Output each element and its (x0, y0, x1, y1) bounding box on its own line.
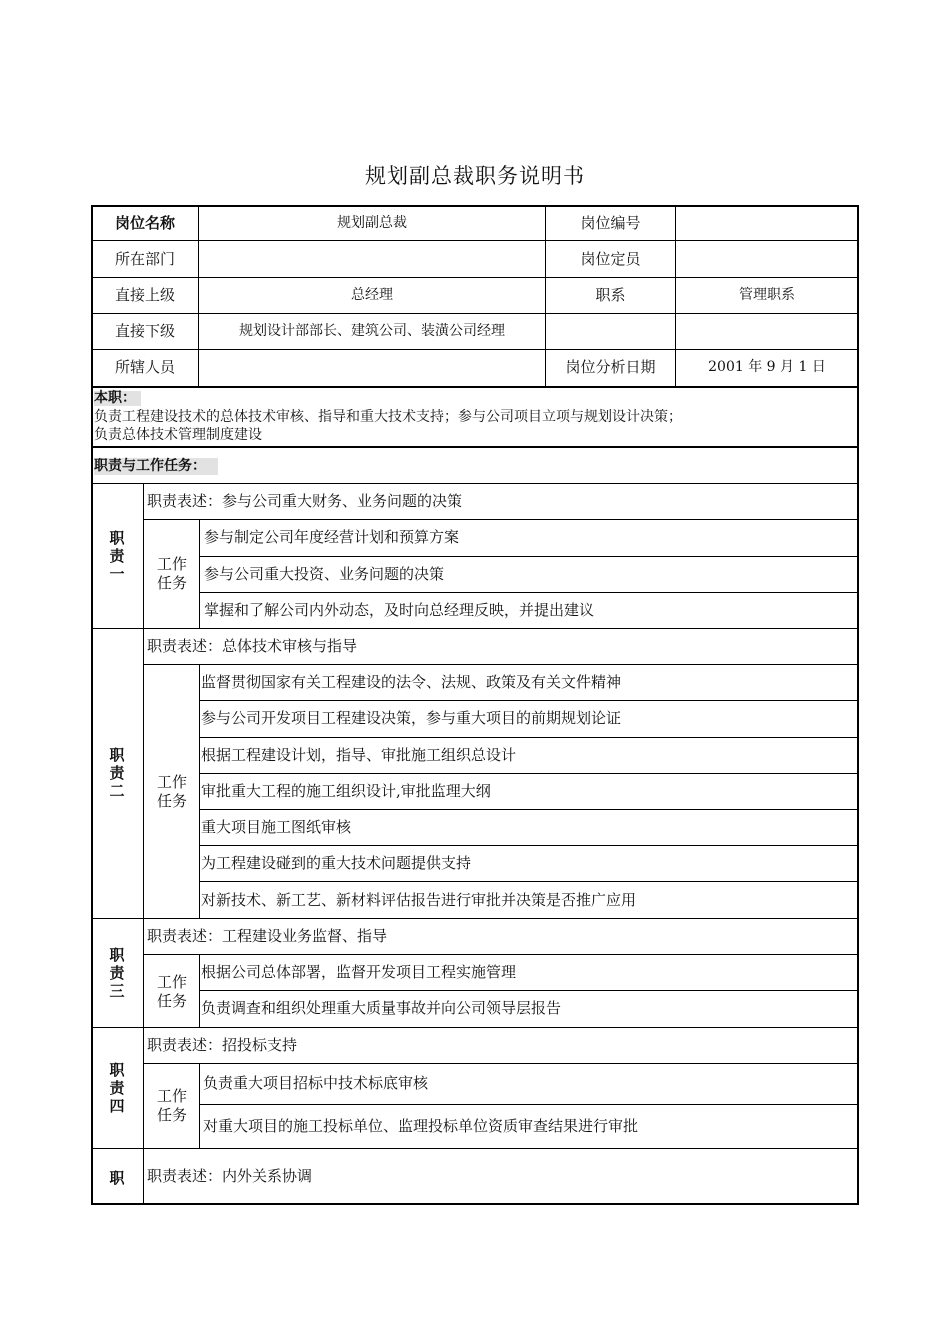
duty-4-description: 职责表述：招投标支持 (147, 1036, 298, 1054)
position-code-label: 岗位编号 (580, 214, 641, 232)
row-divider (199, 737, 859, 738)
duty-2-label: 职责二 (109, 746, 125, 800)
duty-1-task: 参与制定公司年度经营计划和预算方案 (204, 528, 460, 546)
duty-1-task: 参与公司重大投资、业务问题的决策 (204, 565, 445, 583)
col-divider (199, 1063, 200, 1148)
duty-1-label: 职责一 (109, 529, 125, 583)
analysis-date-value: 2001 年 9 月 1 日 (708, 359, 826, 375)
duty-4-task: 负责重大项目招标中技术标底审核 (203, 1074, 429, 1092)
job-family-value: 管理职系 (739, 287, 795, 303)
duty-1-description: 职责表述：参与公司重大财务、业务问题的决策 (147, 492, 463, 510)
position-name-value: 规划副总裁 (337, 215, 407, 231)
row-divider (199, 990, 859, 991)
superior-value: 总经理 (351, 287, 393, 303)
duty-3-task-label: 工作任务 (156, 973, 187, 1010)
superior-label: 直接上级 (114, 286, 175, 304)
duty-2-task-label: 工作任务 (156, 773, 187, 810)
analysis-date-label: 岗位分析日期 (565, 358, 656, 376)
duty-3-label: 职责三 (109, 946, 125, 1000)
subordinate-value: 规划设计部部长、建筑公司、装潢公司经理 (239, 323, 505, 339)
row-divider (91, 349, 859, 350)
duty-divider (91, 628, 859, 629)
row-divider (199, 1104, 859, 1105)
duty-5-label: 职 (109, 1169, 125, 1187)
subordinate-label: 直接下级 (114, 322, 175, 340)
row-divider (91, 277, 859, 278)
position-name-label: 岗位名称 (114, 214, 175, 232)
row-divider (143, 954, 859, 955)
duty-3-task: 负责调查和组织处理重大质量事故并向公司领导层报告 (201, 999, 562, 1017)
duty-5-description: 职责表述：内外关系协调 (147, 1167, 313, 1185)
row-divider (199, 773, 859, 774)
duty-4-task: 对重大项目的施工投标单位、监理投标单位资质审查结果进行审批 (203, 1117, 639, 1135)
row-divider (143, 519, 859, 520)
duty-4-task-label: 工作任务 (156, 1087, 187, 1124)
summary-line-2: 负责总体技术管理制度建设 (94, 427, 262, 443)
row-divider (91, 313, 859, 314)
duty-2-task: 审批重大工程的施工组织设计,审批监理大纲 (201, 782, 491, 800)
duty-3-task: 根据公司总体部署，监督开发项目工程实施管理 (201, 963, 517, 981)
row-divider (143, 664, 859, 665)
job-family-label: 职系 (595, 286, 626, 304)
row-divider (91, 483, 859, 484)
duty-2-task: 重大项目施工图纸审核 (201, 818, 352, 836)
row-divider (199, 881, 859, 882)
row-divider (199, 592, 859, 593)
duty-3-description: 职责表述：工程建设业务监督、指导 (147, 927, 388, 945)
row-divider (91, 240, 859, 241)
col-divider (199, 664, 200, 918)
duty-4-label: 职责四 (109, 1061, 125, 1115)
duties-heading: 职责与工作任务： (94, 458, 218, 475)
col-divider (143, 483, 144, 1205)
headcount-label: 岗位定员 (580, 250, 641, 268)
row-divider (199, 809, 859, 810)
duty-2-task: 为工程建设碰到的重大技术问题提供支持 (201, 854, 472, 872)
row-divider (199, 700, 859, 701)
department-label: 所在部门 (114, 250, 175, 268)
summary-line-1: 负责工程建设技术的总体技术审核、指导和重大技术支持；参与公司项目立项与规划设计决策； (94, 409, 682, 425)
duty-divider (91, 1027, 859, 1028)
col-divider (199, 519, 200, 628)
staff-label: 所辖人员 (114, 358, 175, 376)
duty-divider (91, 918, 859, 919)
duty-2-task: 对新技术、新工艺、新材料评估报告进行审批并决策是否推广应用 (201, 891, 637, 909)
duty-2-task: 监督贯彻国家有关工程建设的法令、法规、政策及有关文件精神 (201, 673, 622, 691)
job-description-table (91, 205, 859, 1205)
row-divider (199, 556, 859, 557)
duty-divider (91, 1148, 859, 1149)
row-divider (91, 446, 859, 448)
duty-2-task: 参与公司开发项目工程建设决策，参与重大项目的前期规划论证 (201, 709, 622, 727)
duty-1-task: 掌握和了解公司内外动态，及时向总经理反映，并提出建议 (204, 601, 595, 619)
row-divider (199, 845, 859, 846)
row-divider (91, 386, 859, 388)
duty-2-task: 根据工程建设计划，指导、审批施工组织总设计 (201, 746, 517, 764)
duty-1-task-label: 工作任务 (156, 555, 187, 592)
summary-label: 本职： (94, 391, 141, 406)
duty-2-description: 职责表述：总体技术审核与指导 (147, 637, 358, 655)
page-title: 规划副总裁职务说明书 (365, 164, 585, 188)
row-divider (143, 1063, 859, 1064)
